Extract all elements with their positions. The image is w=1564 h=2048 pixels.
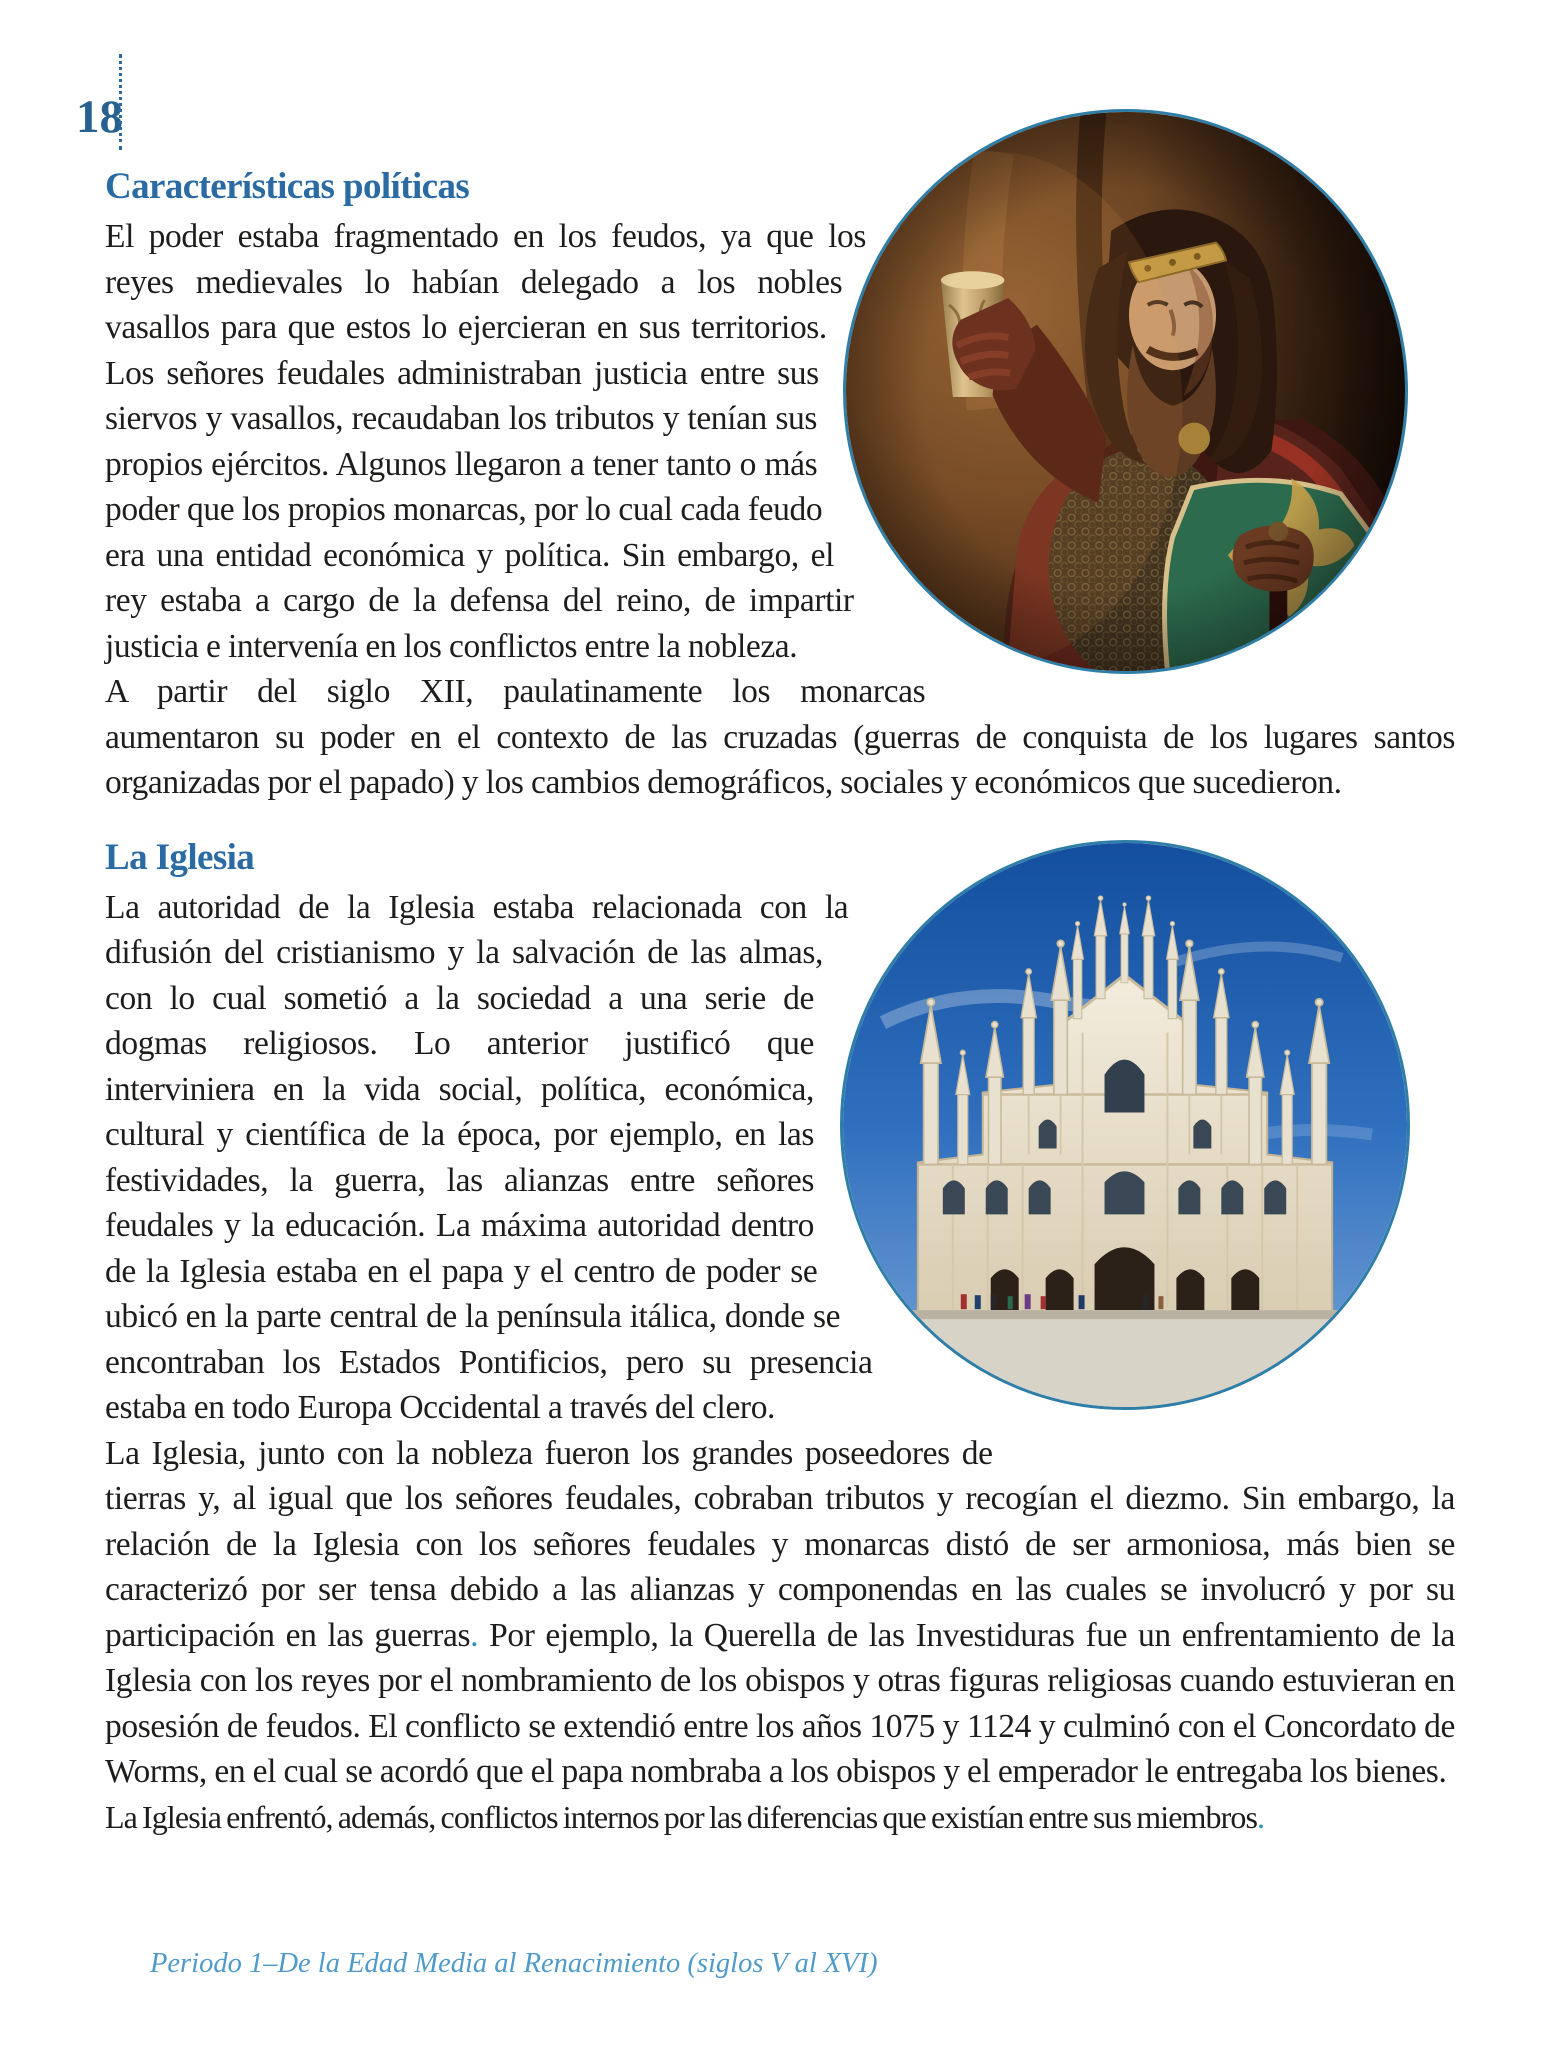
medieval-king-illustration [846, 112, 1405, 671]
crusades-paragraph: A partir del siglo XII, paulatinamente los monarcas aumentaron su poder en el contexto de las cruzadas (guerras de conquista de los lugares santos organizadas por el papado) y los cambios demográficos, sociales y económicos que sucedieron. [105, 673, 1455, 801]
church-paragraph: La autoridad de la Iglesia estaba relacionada con la difusión del cristianismo y la salvación de las almas, con lo cual sometió a la sociedad a una serie de dogmas religiosos. Lo anterior justificó que interviniera en la vida social, política, económica, cultural y científica de la época, por ejemplo, en las festividades, la guerra, las alianzas entre señores feudales y la educación. La máxima autoridad dentro de la Iglesia estaba en el papa y el centro de poder se ubicó en la parte central de la península itálica, donde se encontraban los Estados Pontificios, pero su presencia estaba en todo Europa Occidental a través del clero. [105, 888, 873, 1426]
footer-caption: Periodo 1–De la Edad Media al Renacimiento (siglos V al XVI) [150, 1948, 878, 1979]
church-nobility-text-2: Por ejemplo, la Querella de las Investiduras fue un enfrentamiento de la Iglesia con los reyes por el nombramiento de los obispos y otras figuras religiosas cuando estuvieran en posesión de feudos. El conflicto se extendió entre los años 1075 y 1124 y culminó con el Concordato de Worms, en el cual se acordó que el papa nombraba a los obispos y el emperador le entregaba los bienes. [105, 1616, 1455, 1790]
church-nobility-text-1: La Iglesia, junto con la nobleza fueron los grandes poseedores de tierras y, al igual que los señores feudales, cobraban tributos y recogían el diezmo. Sin embargo, la relación de la Iglesia con los señores feudales y monarcas distó de ser armoniosa, más bien se caracterizó por ser tensa debido a las alianzas y componendas en las cuales se involucró y por su participación en las guerras [105, 1434, 1455, 1654]
cathedral-photo [840, 840, 1410, 1410]
page-number: 18 [76, 91, 123, 143]
church-internal-paragraph [105, 1795, 1455, 1841]
milan-cathedral-illustration [843, 843, 1407, 1407]
politics-heading: Características políticas [105, 166, 470, 207]
church-heading: La Iglesia [105, 836, 255, 878]
church-nobility-paragraph [105, 1431, 1455, 1795]
church-internal-text: La Iglesia enfrentó, además, conflictos internos por las diferencias que existían entre sus miembros [105, 1798, 1258, 1835]
king-photo [843, 109, 1408, 674]
page-content [105, 0, 1455, 1840]
politics-paragraph: El poder estaba fragmentado en los feudos, ya que los reyes medievales lo habían delegado a los nobles vasallos para que estos lo ejercieran en sus territorios. Los señores feudales administraban justicia entre sus siervos y vasallos, recaudaban los tributos y tenían sus propios ejércitos. Algunos llegaron a tener tanto o más poder que los propios monarcas, por lo cual cada feudo era una entidad económica y política. Sin embargo, el rey estaba a cargo de la defensa del reino, de impartir justicia e intervenía en los conflictos entre la nobleza. [105, 218, 867, 665]
accent-period: . [1257, 1798, 1265, 1835]
accent-period: . [470, 1616, 479, 1654]
